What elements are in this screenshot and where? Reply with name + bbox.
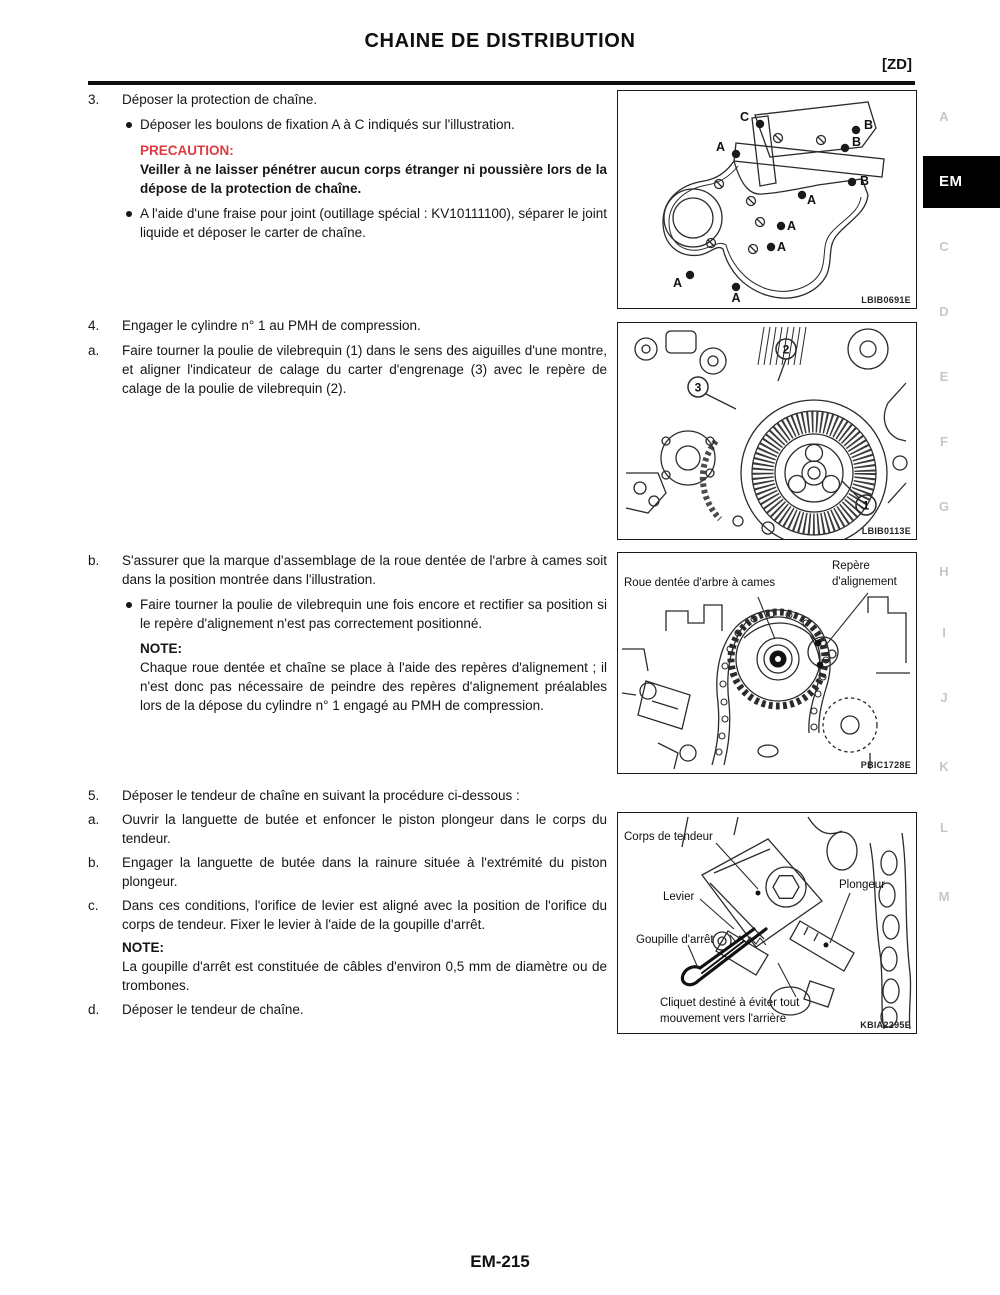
bullet-text: Déposer les boulons de fixation A à C indiqués sur l'illustration. <box>140 117 515 132</box>
step4-group <box>88 316 607 404</box>
figure-cam-sprocket <box>617 552 917 774</box>
step-number: 3. <box>88 92 100 107</box>
bolt-label: C <box>739 110 749 124</box>
callout-3: 3 <box>694 380 702 395</box>
bolt-label: A <box>731 291 741 305</box>
step-number: 4. <box>88 318 100 333</box>
substep-letter: b. <box>88 855 100 870</box>
step4b-group <box>88 551 607 715</box>
substep-letter: c. <box>88 898 99 913</box>
step3-group <box>88 90 607 249</box>
callout-1: 1 <box>862 498 870 513</box>
plunger-label: Plongeur <box>839 879 886 891</box>
precaution-label: PRECAUTION: <box>140 143 234 158</box>
stop-pin-label: Goupille d'arrêt <box>636 934 714 946</box>
step-text: Déposer la protection de chaîne. <box>122 92 318 107</box>
chain-links <box>870 833 911 1029</box>
figure-chain-cover <box>617 90 917 309</box>
sidebar-item-l: L <box>940 820 948 835</box>
substep-letter: b. <box>88 553 100 568</box>
lever-label: Levier <box>663 891 695 903</box>
figure-code: PBIC1728E <box>860 760 911 770</box>
substep-5a <box>88 810 607 848</box>
step-5 <box>88 786 607 805</box>
ratchet-label: Cliquet destiné à éviter tout mouvement vers l'arrière <box>660 997 800 1025</box>
substep-text: Dans ces conditions, l'orifice de levier est aligné avec la position de l'orifice du corps de tendeur. Fixer le levier à l'aide de la goupille d'arrêt. <box>122 898 607 932</box>
substep-letter: a. <box>88 812 100 827</box>
figure-crank-pulley <box>617 322 917 540</box>
bolt-label: B <box>852 135 862 149</box>
sidebar-item-a: A <box>939 109 949 124</box>
step5-group <box>88 786 607 1025</box>
sidebar-item-d: D <box>939 304 949 319</box>
bolt-label: A <box>715 140 725 154</box>
step-text: Déposer le tendeur de chaîne en suivant la procédure ci-dessous : <box>122 788 520 803</box>
sidebar-item-h: H <box>939 564 949 579</box>
substep-5d <box>88 1000 607 1019</box>
step-number: 5. <box>88 788 100 803</box>
tensioner-plunger <box>790 921 854 971</box>
substep-4a <box>88 341 607 398</box>
step-4 <box>88 316 607 335</box>
bullet-icon <box>126 211 132 217</box>
sidebar-item-c: C <box>939 239 949 254</box>
substep-text: Faire tourner la poulie de vilebrequin (1) dans le sens des aiguilles d'une montre, et aligner l'indicateur de calage du carter d'engrenage (3) avec le repère de calage de la poulie de vilebrequin (2). <box>122 343 607 396</box>
crank-pulley-drawing <box>618 323 916 539</box>
bolt-label: A <box>777 240 787 254</box>
page-title: CHAINE DE DISTRIBUTION <box>364 30 636 52</box>
page-number: EM-215 <box>470 1252 530 1271</box>
sidebar-item-m: M <box>938 889 950 904</box>
cam-sprocket-label: Roue dentée d'arbre à cames <box>624 577 776 589</box>
note-label: NOTE: <box>122 940 164 955</box>
bullet-item <box>88 595 607 633</box>
sidebar-item-f: F <box>940 434 948 449</box>
bolt-label: A <box>807 193 817 207</box>
crank-pulley <box>741 400 887 539</box>
sidebar-item-k: K <box>939 759 949 774</box>
step-text: Engager le cylindre n° 1 au PMH de compression. <box>122 318 421 333</box>
substep-text: Engager la languette de butée dans la rainure située à l'extrémité du piston plongeur. <box>122 855 607 889</box>
substep-letter: d. <box>88 1002 100 1017</box>
bullet-item <box>88 115 607 134</box>
callout-2: 2 <box>782 342 790 357</box>
bolt-label: A <box>787 219 797 233</box>
precaution-text: Veiller à ne laisser pénétrer aucun corps étranger ni poussière lors de la dépose de la protection de chaîne. <box>140 162 607 196</box>
sidebar-item-j: J <box>940 690 948 705</box>
substep-5b <box>88 853 607 891</box>
figure-code: LBIB0113E <box>861 526 911 536</box>
bolt-letter-labels <box>673 110 873 305</box>
chain-cover-drawing <box>618 91 916 308</box>
bolt-label: B <box>860 174 870 188</box>
bolt-label: A <box>672 276 682 290</box>
sidebar-item-g: G <box>938 499 950 514</box>
substep-text: Ouvrir la languette de butée et enfoncer le piston plongeur dans le corps du tendeur. <box>122 812 607 846</box>
header-rule <box>88 81 915 85</box>
note-text: La goupille d'arrêt est constituée de câbles d'environ 0,5 mm de diamètre ou de trombones. <box>122 959 607 993</box>
bullet-icon <box>126 122 132 128</box>
step-3 <box>88 90 607 109</box>
labeled-bolts <box>686 120 860 291</box>
sidebar-tab-em-active: EM <box>923 156 1000 208</box>
note-label: NOTE: <box>140 641 182 656</box>
cam-sprocket <box>731 612 825 706</box>
alignment-mark-label: Repère d'alignement <box>832 560 897 588</box>
substep-text: Déposer le tendeur de chaîne. <box>122 1002 304 1017</box>
sidebar-item-e: E <box>939 369 949 384</box>
bolt-label: B <box>864 118 874 132</box>
sidebar-item-i: I <box>942 625 946 640</box>
figure-code: LBIB0691E <box>861 295 911 305</box>
bullet-icon <box>126 602 132 608</box>
tensioner-body-label: Corps de tendeur <box>624 831 713 843</box>
bullet-item <box>88 204 607 242</box>
figure-code: KBIA2295E <box>860 1020 911 1030</box>
figure-tensioner <box>617 812 917 1034</box>
substep-5c <box>88 896 607 934</box>
substep-text: S'assurer que la marque d'assemblage de la roue dentée de l'arbre à cames soit dans la position montrée dans l'illustration. <box>122 553 607 587</box>
substep-letter: a. <box>88 343 100 358</box>
section-code: [ZD] <box>882 56 912 73</box>
bullet-text: A l'aide d'une fraise pour joint (outillage spécial : KV10111100), séparer le joint liquide et déposer le carter de chaîne. <box>140 206 607 240</box>
substep-4b <box>88 551 607 589</box>
note-text: Chaque roue dentée et chaîne se place à l'aide des repères d'alignement ; il n'est donc pas nécessaire de peindre des repères d'alignement préalables lors de la dépose du cylindre n° 1 engagé au PMH de compression. <box>140 660 607 713</box>
bullet-text: Faire tourner la poulie de vilebrequin une fois encore et rectifier sa position si le repère d'alignement n'est pas correctement positionné. <box>140 597 607 631</box>
